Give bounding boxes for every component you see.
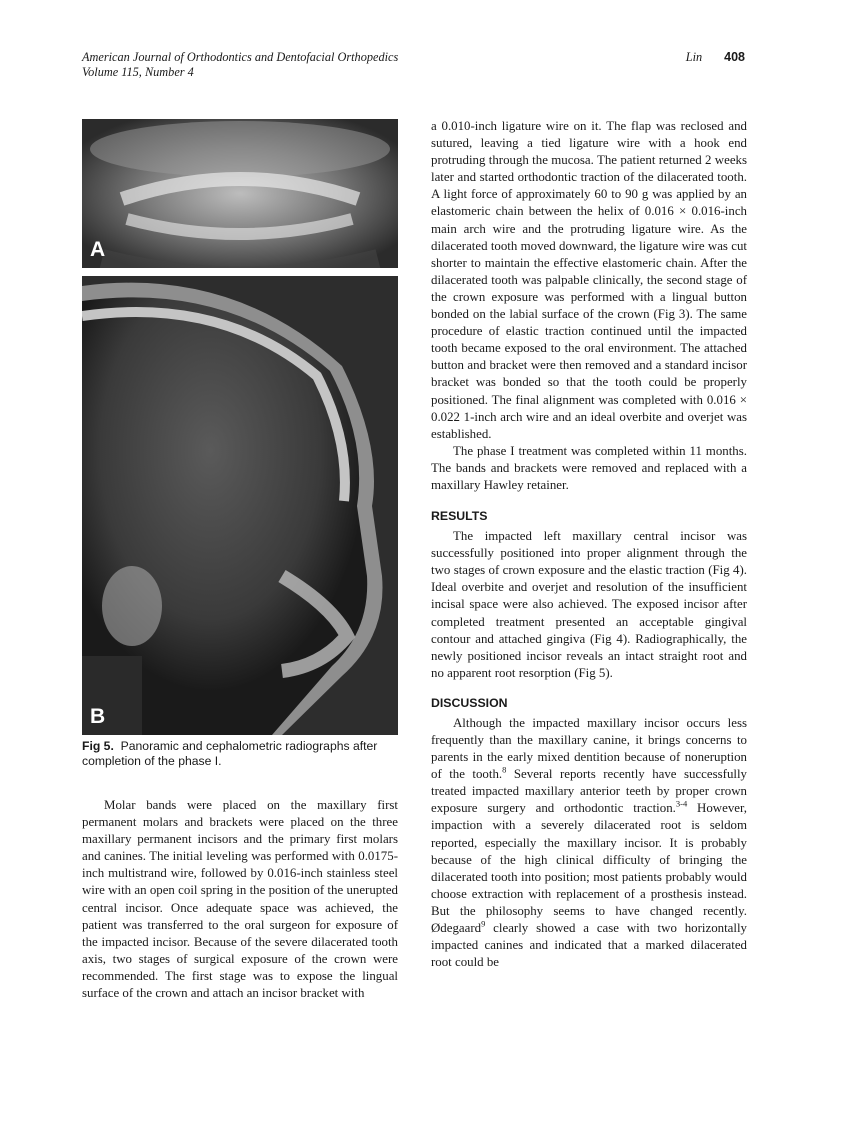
running-header-journal xyxy=(82,50,398,80)
right-column xyxy=(431,118,747,971)
text-run: Several reports recently have successfully treated impacted maxillary anterior teeth by proper crown exposure surgery and orthodontic traction. xyxy=(431,767,747,816)
body-paragraph: Molar bands were placed on the maxillary first permanent molars and brackets were placed on the three maxillary permanent incisors and the primary first molars and canines. The initial leveling was performed with 0.0175-inch multistrand wire, followed by 0.016-inch stainless steel wire with an open coil spring in the position of the unerupted central incisor. Once adequate space was achieved, the patient was transferred to the oral surgeon for exposure of the impacted incisor. Because of the severe dilacerated tooth axis, two stages of surgical exposure of the crown were recommended. The first stage was to expose the lingual surface of the crown and attach an incisor bracket with xyxy=(82,798,398,1001)
body-paragraph: a 0.010-inch ligature wire on it. The flap was reclosed and sutured, leaving a tied ligature wire with a hook end protruding through the mucosa. The patient returned 2 weeks later and started orthodontic traction of the dilacerated tooth. A light force of approximately 60 to 90 g was applied by an elastomeric chain between the helix of 0.016 × 0.016-inch main arch wire and the protruding ligature wire. As the dilacerated tooth moved downward, the ligature wire was cut shorter to maintain the effective elastomeric chain. After the dilacerated tooth was palpable clinically, the second stage of the crown exposure was performed with a lingual button bonded on the labial surface of the crown (Fig 3). The same procedure of elastic traction continued until the impacted tooth became exposed to the oral environment. The attached button and bracket were then removed and a standard incisor bracket was bonded so that the tooth could be properly positioned. The final alignment was completed with 0.016 × 0.022 1-inch arch wire and an ideal overbite and overjet was established. xyxy=(431,119,747,441)
section-heading-discussion: DISCUSSION xyxy=(431,695,508,710)
cephalometric-image xyxy=(82,276,398,735)
text-run: However, impaction with a severely dilacerated root is seldom reported, especially the maxillary incisor. It is probably because of the high clinical difficulty of bringing the dilacerated tooth into position; most patients probably would choose extraction with replacement of a prosthesis instead. But the philosophy seems to have changed recently. Ødegaard xyxy=(431,801,747,936)
panoramic-radiograph xyxy=(82,119,398,268)
panoramic-image xyxy=(82,119,398,268)
cephalometric-radiograph xyxy=(82,276,398,735)
section-heading-results: RESULTS xyxy=(431,509,488,524)
figure-caption xyxy=(82,739,402,768)
results-paragraph: The impacted left maxillary central incisor was successfully positioned into proper alignment through the two stages of crown exposure and the elastic traction (Fig 4). Ideal overbite and overjet and resolution of the insufficient incisal space were also achieved. The exposed incisor after completed treatment presented an acceptable gingival contour and attached gingiva (Fig 4). Radiographically, the newly positioned incisor reveals an intact straight root and no apparent root resorption (Fig 5). xyxy=(431,529,747,680)
panel-label-b: B xyxy=(90,705,106,728)
journal-title: American Journal of Orthodontics and Dentofacial Orthopedics xyxy=(82,50,399,64)
left-column xyxy=(82,797,398,1002)
caption-text: Panoramic and cephalometric radiographs after completion of the phase I. xyxy=(82,739,378,768)
page-number: 408 xyxy=(724,50,745,64)
citation: 9 xyxy=(481,918,486,929)
caption-label: Fig 5. xyxy=(82,739,114,753)
text-run: clearly showed a case with two horizontally impacted canines and indicated that a marked dilacerated root could be xyxy=(431,921,747,970)
citation: 3-4 xyxy=(675,799,688,810)
discussion-paragraph xyxy=(431,715,747,971)
author-name: Lin xyxy=(685,50,703,64)
citation: 8 xyxy=(502,764,507,775)
journal-volume: Volume 115, Number 4 xyxy=(82,65,194,79)
panel-label-a: A xyxy=(90,238,106,261)
body-paragraph: The phase I treatment was completed within 11 months. The bands and brackets were removed and replaced with a maxillary Hawley retainer. xyxy=(431,443,747,492)
text-run: Although the impacted maxillary incisor occurs less frequently than the maxillary canine, it brings concerns to parents in the early mixed dentition because of noneruption of the tooth. xyxy=(431,715,747,782)
running-header-page xyxy=(686,50,745,65)
